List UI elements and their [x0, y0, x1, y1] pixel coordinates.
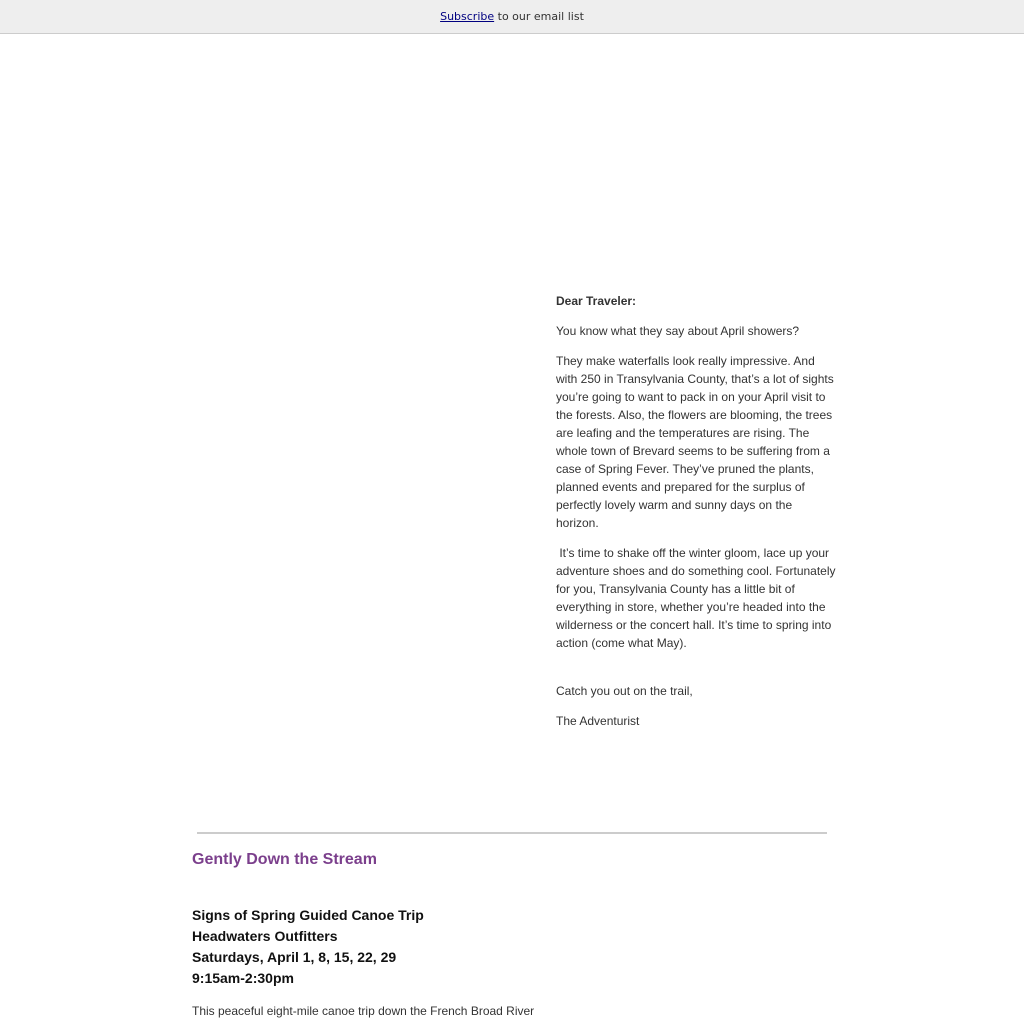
event-description: This peaceful eight-mile canoe trip down the French Broad River	[192, 1004, 535, 1018]
letter-greeting: Dear Traveler:	[556, 294, 637, 308]
subscribe-link[interactable]: Subscribe	[440, 10, 495, 23]
section-title: Gently Down the Stream	[192, 851, 377, 868]
letter-paragraph-2: It’s time to shake off the winter gloom, lace up your adventure shoes and do something cool. Fortunately for you, Transylvania County has a little bit of everything in store, whether you’re headed into the wilderness or the concert hall. It’s time to spring into action (come what May).	[556, 546, 839, 650]
welcome-letter	[556, 292, 839, 742]
letter-signature: The Adventurist	[556, 714, 640, 728]
event-name: Signs of Spring Guided Canoe Trip	[192, 907, 424, 923]
letter-closing: Catch you out on the trail,	[556, 684, 693, 698]
subscribe-suffix-text: to our email list	[494, 10, 584, 23]
letter-paragraph-1: They make waterfalls look really impressive. And with 250 in Transylvania County, that’s a lot of sights you’re going to want to pack in on your April visit to the forests. Also, the flowers are blooming, the trees are leafing and the temperatures are rising. The whole town of Brevard seems to be suffering from a case of Spring Fever. They’ve pruned the plants, planned events and prepared for the surplus of perfectly lovely warm and sunny days on the horizon.	[556, 354, 834, 530]
subscribe-bar	[0, 0, 1024, 34]
event-host: Headwaters Outfitters	[192, 928, 338, 944]
letter-spacer	[556, 664, 836, 682]
event-details	[192, 905, 424, 989]
section-divider	[197, 832, 827, 834]
event-time: 9:15am-2:30pm	[192, 970, 294, 986]
event-dates: Saturdays, April 1, 8, 15, 22, 29	[192, 949, 397, 965]
letter-intro: You know what they say about April showers?	[556, 324, 800, 338]
